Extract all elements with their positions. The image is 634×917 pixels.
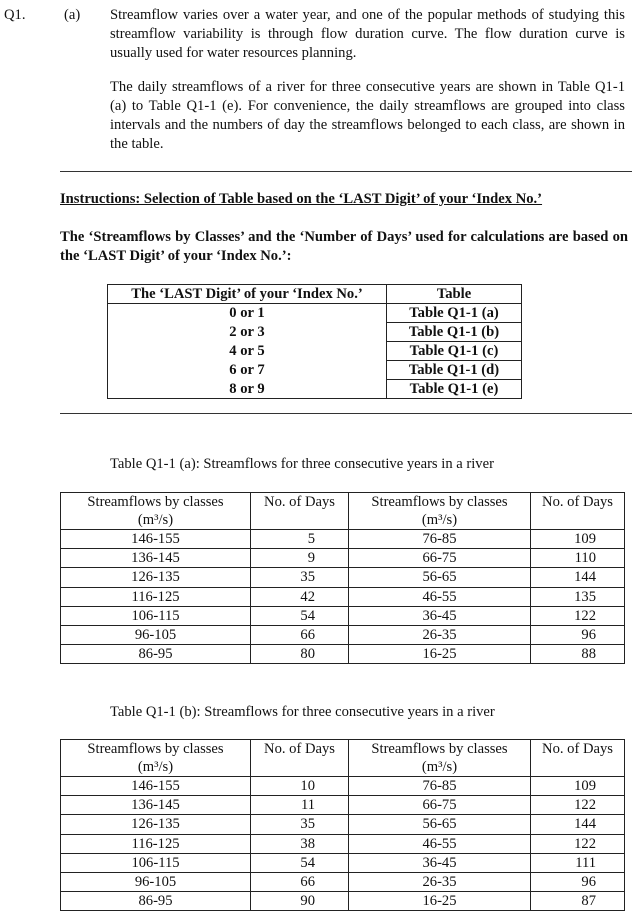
streamflow-class-cell: 116-125	[61, 834, 251, 853]
days-cell: 42	[251, 587, 349, 606]
streamflow-class-cell: 126-135	[61, 568, 251, 587]
table-header-row	[61, 740, 625, 777]
table-row	[61, 892, 625, 911]
streamflow-class-cell: 26-35	[349, 626, 531, 645]
divider	[60, 413, 632, 414]
streamflow-class-cell: 36-45	[349, 853, 531, 872]
table-row	[61, 645, 625, 664]
table-row	[61, 606, 625, 625]
streamflow-class-cell: 136-145	[61, 796, 251, 815]
table-a-caption: Table Q1-1 (a): Streamflows for three consecutive years in a river	[110, 456, 494, 472]
streamflow-class-cell: 46-55	[349, 587, 531, 606]
streamflow-class-cell: 36-45	[349, 606, 531, 625]
streamflow-class-cell: 86-95	[61, 892, 251, 911]
digit-cell: 0 or 1	[108, 304, 387, 323]
table-a	[60, 492, 625, 664]
days-cell: 96	[531, 873, 625, 892]
table-header-row	[108, 285, 522, 304]
days-cell: 122	[531, 834, 625, 853]
streamflow-class-cell: 86-95	[61, 645, 251, 664]
streamflow-class-cell: 136-145	[61, 549, 251, 568]
table-row	[108, 304, 522, 323]
table-ref-cell: Table Q1-1 (a)	[387, 304, 522, 323]
days-cell: 54	[251, 853, 349, 872]
instructions-description: The ‘Streamflows by Classes’ and the ‘Number of Days’ used for calculations are based on the ‘LAST Digit’ of your ‘Index No.’:	[60, 229, 628, 264]
streamflow-class-cell: 76-85	[349, 530, 531, 549]
table-row	[108, 380, 522, 399]
days-cell: 110	[531, 549, 625, 568]
table-row	[61, 587, 625, 606]
days-cell: 66	[251, 873, 349, 892]
streamflow-class-cell: 76-85	[349, 777, 531, 796]
table-row	[108, 361, 522, 380]
streamflow-class-cell: 146-155	[61, 530, 251, 549]
days-cell: 66	[251, 626, 349, 645]
days-cell: 35	[251, 568, 349, 587]
column-header: Streamflows by classes (m³/s)	[349, 740, 531, 777]
streamflow-class-cell: 46-55	[349, 834, 531, 853]
days-cell: 38	[251, 834, 349, 853]
table-ref-cell: Table Q1-1 (b)	[387, 323, 522, 342]
streamflow-class-cell: 146-155	[61, 777, 251, 796]
days-cell: 80	[251, 645, 349, 664]
digit-cell: 4 or 5	[108, 342, 387, 361]
days-cell: 135	[531, 587, 625, 606]
streamflow-class-cell: 66-75	[349, 796, 531, 815]
streamflow-class-cell: 126-135	[61, 815, 251, 834]
data-paragraph: The daily streamflows of a river for three consecutive years are shown in Table Q1-1 (a) to Table Q1-1 (e). For convenience, the daily streamflows are grouped into class intervals and the numbers of day the streamflows belonged to each class, are shown in the table.	[110, 79, 625, 152]
days-cell: 5	[251, 530, 349, 549]
table-ref-cell: Table Q1-1 (c)	[387, 342, 522, 361]
streamflow-class-cell: 66-75	[349, 549, 531, 568]
table-ref-cell: Table Q1-1 (d)	[387, 361, 522, 380]
column-header: No. of Days	[531, 493, 625, 530]
days-cell: 111	[531, 853, 625, 872]
table-row	[61, 815, 625, 834]
table-row	[61, 853, 625, 872]
digit-cell: 8 or 9	[108, 380, 387, 399]
column-header: The ‘LAST Digit’ of your ‘Index No.’	[108, 285, 387, 304]
days-cell: 109	[531, 777, 625, 796]
intro-paragraph: Streamflow varies over a water year, and one of the popular methods of studying this streamflow variability is through flow duration curve. The flow duration curve is usually used for water resources planning.	[110, 7, 625, 61]
table-ref-cell: Table Q1-1 (e)	[387, 380, 522, 399]
days-cell: 87	[531, 892, 625, 911]
streamflow-class-cell: 96-105	[61, 626, 251, 645]
days-cell: 10	[251, 777, 349, 796]
digit-cell: 6 or 7	[108, 361, 387, 380]
column-header: Streamflows by classes (m³/s)	[61, 740, 251, 777]
streamflow-class-cell: 116-125	[61, 587, 251, 606]
days-cell: 96	[531, 626, 625, 645]
streamflow-class-cell: 56-65	[349, 568, 531, 587]
table-row	[61, 777, 625, 796]
table-row	[61, 796, 625, 815]
table-row	[61, 834, 625, 853]
table-b-caption: Table Q1-1 (b): Streamflows for three consecutive years in a river	[110, 704, 495, 720]
column-header: Streamflows by classes (m³/s)	[61, 493, 251, 530]
table-row	[61, 530, 625, 549]
days-cell: 109	[531, 530, 625, 549]
table-row	[61, 626, 625, 645]
divider	[60, 171, 632, 172]
column-header: No. of Days	[251, 493, 349, 530]
table-b	[60, 739, 625, 911]
column-header: Table	[387, 285, 522, 304]
column-header: Streamflows by classes (m³/s)	[349, 493, 531, 530]
column-header: No. of Days	[531, 740, 625, 777]
streamflow-class-cell: 16-25	[349, 892, 531, 911]
days-cell: 90	[251, 892, 349, 911]
table-row	[61, 568, 625, 587]
streamflow-class-cell: 106-115	[61, 853, 251, 872]
table-header-row	[61, 493, 625, 530]
days-cell: 88	[531, 645, 625, 664]
table-row	[61, 549, 625, 568]
streamflow-class-cell: 26-35	[349, 873, 531, 892]
days-cell: 122	[531, 606, 625, 625]
days-cell: 35	[251, 815, 349, 834]
digit-cell: 2 or 3	[108, 323, 387, 342]
question-part: (a)	[64, 7, 81, 23]
streamflow-class-cell: 106-115	[61, 606, 251, 625]
days-cell: 144	[531, 815, 625, 834]
table-row	[108, 323, 522, 342]
instructions-heading: Instructions: Selection of Table based on the ‘LAST Digit’ of your ‘Index No.’	[60, 191, 543, 207]
table-selection-guide	[107, 284, 522, 399]
days-cell: 11	[251, 796, 349, 815]
table-row	[108, 342, 522, 361]
days-cell: 122	[531, 796, 625, 815]
column-header: No. of Days	[251, 740, 349, 777]
days-cell: 54	[251, 606, 349, 625]
table-row	[61, 873, 625, 892]
days-cell: 9	[251, 549, 349, 568]
streamflow-class-cell: 56-65	[349, 815, 531, 834]
days-cell: 144	[531, 568, 625, 587]
streamflow-class-cell: 16-25	[349, 645, 531, 664]
streamflow-class-cell: 96-105	[61, 873, 251, 892]
question-number: Q1.	[4, 7, 26, 23]
